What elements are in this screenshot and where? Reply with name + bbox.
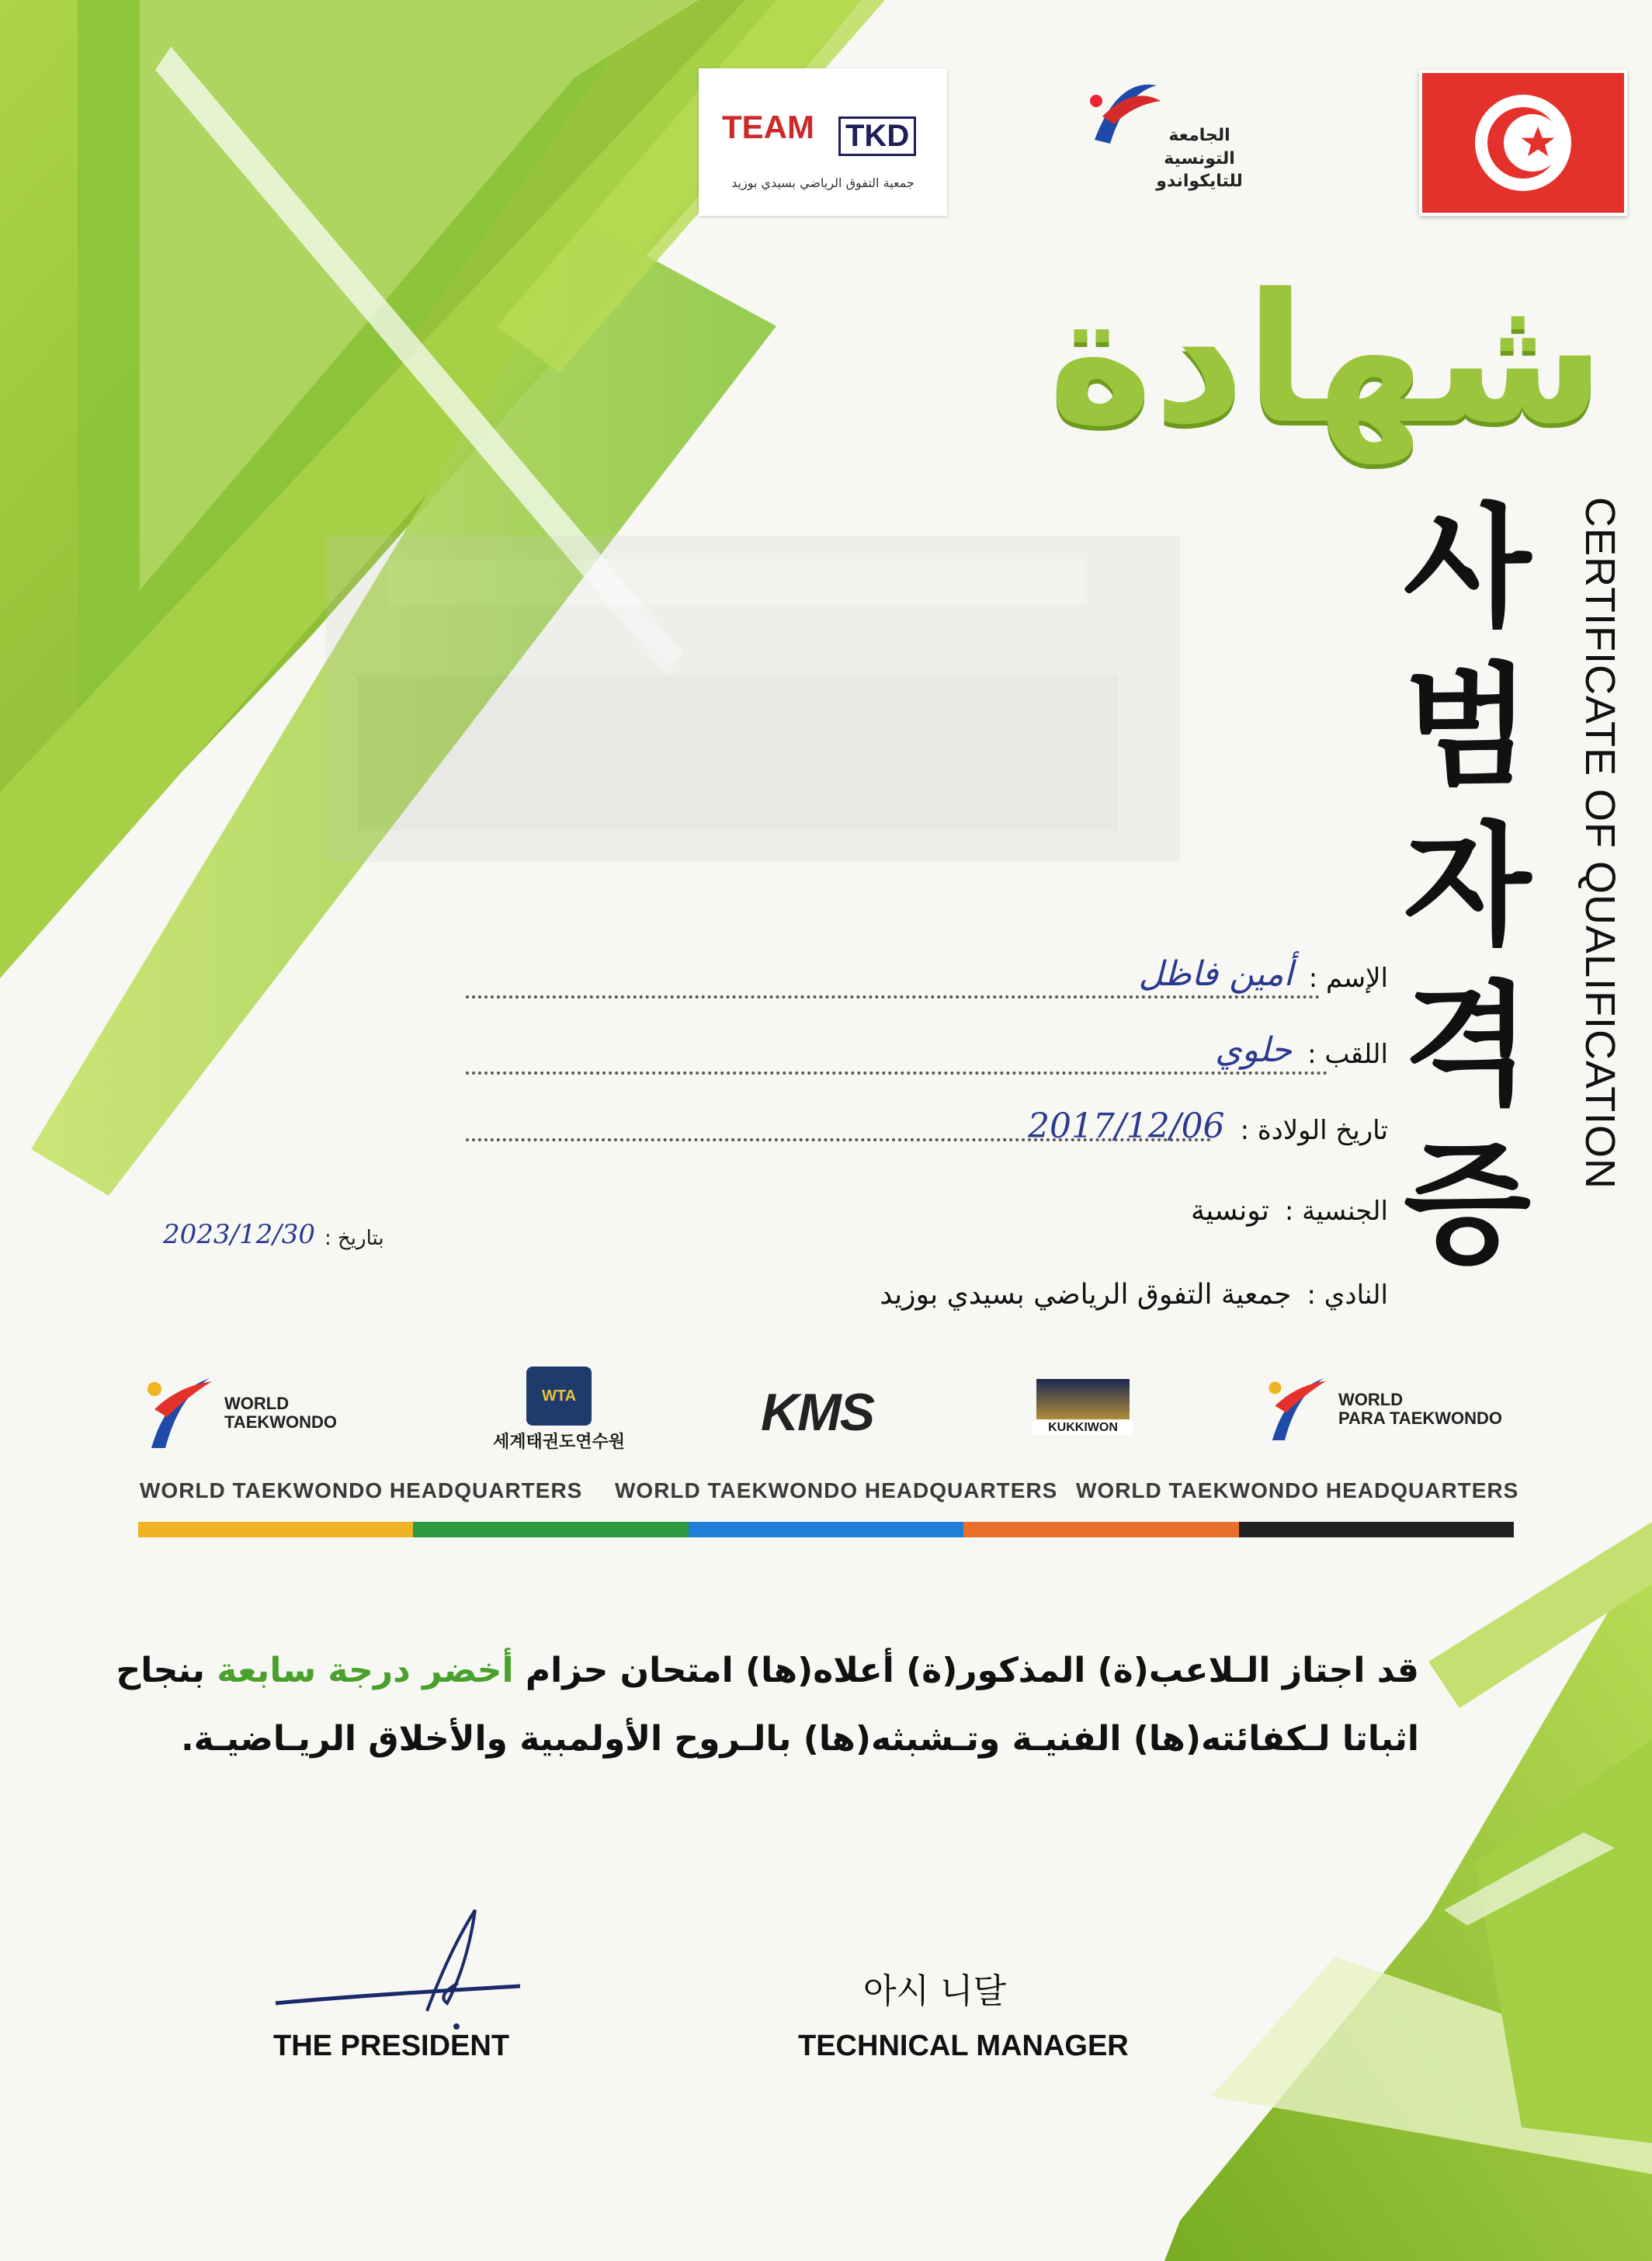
team-logo-text: TEAM bbox=[722, 109, 814, 145]
statement-line1-after: بنجاح bbox=[116, 1651, 217, 1690]
issue-date bbox=[163, 1219, 384, 1250]
band-blue bbox=[689, 1522, 963, 1537]
name-label: الإسم : bbox=[1308, 963, 1388, 994]
world-para-line1: WORLD bbox=[1338, 1389, 1404, 1409]
world-para-line2: PARA TAEKWONDO bbox=[1338, 1408, 1503, 1428]
world-para-taekwondo-icon bbox=[1265, 1370, 1328, 1448]
korean-title-char: 격 bbox=[1403, 969, 1532, 1123]
surname-field bbox=[1215, 1023, 1388, 1070]
statement-line-2: اثباتا لـكفائته(ها) الفنيـة وتـشبثه(ها) بالـروح الأولمبية والأخلاق الريـاضيـة. bbox=[180, 1719, 1419, 1759]
surname-label: اللقب : bbox=[1307, 1039, 1388, 1070]
dob-dotted-line bbox=[466, 1138, 1211, 1141]
wta-caption: 세계태권도연수원 bbox=[492, 1433, 626, 1452]
name-field bbox=[1138, 947, 1388, 994]
world-taekwondo-logo bbox=[144, 1370, 337, 1456]
korean-title-char: 증 bbox=[1403, 1128, 1532, 1282]
surname-value: حلوي bbox=[1215, 1030, 1293, 1070]
team-logo-caption: جمعية التفوق الرياضي بسيدي بوزيد bbox=[731, 175, 914, 190]
surname-dotted-line bbox=[466, 1071, 1328, 1075]
nationality-field bbox=[1191, 1180, 1388, 1227]
manager-name: 아시 니달 bbox=[863, 1971, 1007, 2011]
belt-grade: أخضر درجة سابعة bbox=[217, 1651, 514, 1690]
korean-title-char: 범 bbox=[1403, 651, 1532, 804]
dob-value: 2017/12/06 bbox=[1027, 1106, 1225, 1146]
band-black bbox=[1239, 1522, 1514, 1537]
band-yellow bbox=[138, 1522, 413, 1537]
korean-certificate-title bbox=[1397, 489, 1537, 1285]
president-signature bbox=[264, 1902, 543, 2034]
kukkiwon-logo bbox=[1032, 1379, 1133, 1435]
issue-date-label: بتاريخ : bbox=[324, 1227, 384, 1250]
tkd-logo-text: TKD bbox=[838, 116, 916, 156]
world-taekwondo-icon bbox=[144, 1370, 213, 1456]
president-title: THE PRESIDENT bbox=[273, 2030, 510, 2062]
korean-title-char: 사 bbox=[1403, 491, 1532, 645]
world-taekwondo-line1: WORLD bbox=[224, 1393, 290, 1413]
federation-logo bbox=[1079, 70, 1250, 217]
stadium-watermark bbox=[326, 536, 1180, 862]
band-green bbox=[413, 1522, 688, 1537]
hq-label-1: WORLD TAEKWONDO HEADQUARTERS bbox=[140, 1478, 583, 1502]
hq-label-3: WORLD TAEKWONDO HEADQUARTERS bbox=[1076, 1478, 1519, 1502]
manager-title: TECHNICAL MANAGER bbox=[798, 2030, 1129, 2062]
korean-title-char: 자 bbox=[1403, 810, 1532, 964]
issue-date-value: 2023/12/30 bbox=[163, 1219, 315, 1250]
federation-name: الجامعة التونسية للتايكواندو bbox=[1156, 126, 1243, 192]
team-tkd-logo bbox=[699, 68, 947, 216]
color-band bbox=[138, 1522, 1514, 1537]
kukkiwon-emblem-icon bbox=[1036, 1379, 1130, 1419]
kukkiwon-caption: KUKKIWON bbox=[1032, 1421, 1133, 1435]
english-certificate-title: CERTIFICATE OF QUALIFICATION bbox=[1577, 497, 1623, 1190]
tunisia-flag-icon bbox=[1419, 70, 1627, 216]
wta-logo bbox=[481, 1367, 637, 1453]
world-taekwondo-line2: TAEKWONDO bbox=[224, 1412, 338, 1432]
name-value: أمين فاظل bbox=[1138, 954, 1293, 994]
hq-label-2: WORLD TAEKWONDO HEADQUARTERS bbox=[615, 1478, 1058, 1502]
kms-logo: KMS bbox=[761, 1383, 874, 1442]
club-label: النادي : bbox=[1307, 1280, 1388, 1311]
club-field bbox=[880, 1264, 1388, 1311]
arabic-certificate-title: شهادة bbox=[1047, 256, 1605, 464]
nationality-label: الجنسية : bbox=[1284, 1196, 1388, 1227]
name-dotted-line bbox=[466, 995, 1320, 999]
band-orange bbox=[963, 1522, 1238, 1537]
dob-label: تاريخ الولادة : bbox=[1240, 1115, 1388, 1146]
world-para-taekwondo-logo bbox=[1265, 1370, 1502, 1448]
wta-shield-icon: WTA bbox=[526, 1367, 592, 1426]
statement-line1-before: قد اجتاز الـلاعب(ة) المذكور(ة) أعلاه(ها) امتحان حزام bbox=[513, 1651, 1419, 1690]
statement-line-1 bbox=[61, 1651, 1419, 1690]
nationality-value: تونسية bbox=[1190, 1195, 1269, 1227]
club-value: جمعية التفوق الرياضي بسيدي بوزيد bbox=[880, 1279, 1292, 1311]
